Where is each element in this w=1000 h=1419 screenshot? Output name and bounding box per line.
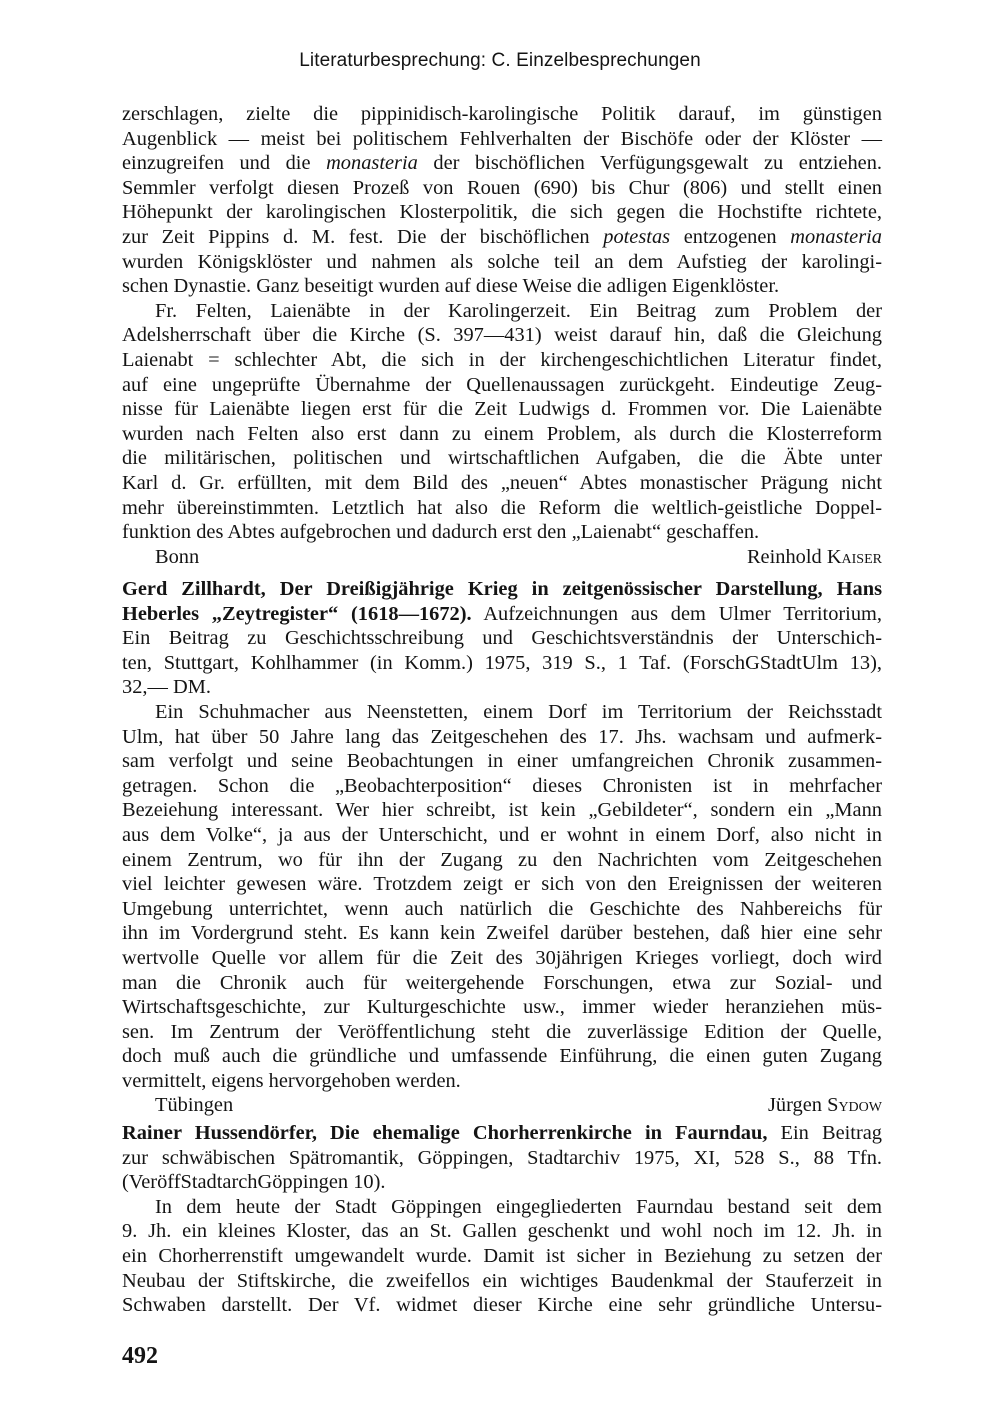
body-line: Schwaben darstellt. Der Vf. widmet dieser Kirche eine sehr gründliche Untersu- — [122, 1294, 882, 1317]
body-line: Adelsherrschaft über die Kirche (S. 397—431) weist darauf hin, daß die Gleichung — [122, 324, 882, 347]
body-line: ein Chorherrenstift umgewandelt wurde. Damit ist sicher in Beziehung zu setzen der — [122, 1244, 882, 1267]
body-line: wurden Königsklöster und nahmen als solche teil an dem Aufstieg der karolingi- — [122, 250, 882, 273]
body-line: sam verfolgt und seine Beobachtungen in einer umfangreichen Chronik zusammen- — [122, 750, 882, 773]
body-line: schen Dynastie. Ganz beseitigt wurden auf diese Weise die adligen Eigenklöster. — [122, 275, 780, 298]
body-line: einem Zentrum, wo für ihn der Zugang zu den Nachrichten vom Zeitgeschehen — [122, 848, 882, 871]
body-line: funktion des Abtes aufgebrochen und dadurch erst den „Laienabt“ geschaffen. — [122, 521, 760, 544]
body-line: Ulm, hat über 50 Jahre lang das Zeitgeschehen des 17. Jhs. wachsam und aufmerk- — [122, 725, 882, 748]
review-heading-line: zur schwäbischen Spätromantik, Göppingen, Stadtarchiv 1975, XI, 528 S., 88 Tfn. — [122, 1146, 882, 1169]
review-heading-line: Rainer Hussendörfer, Die ehemalige Chorherrenkirche in Faurndau, Ein Beitrag — [122, 1122, 882, 1144]
body-line: aus dem Volke“, ja aus der Unterschicht, und er wohnt in einem Dorf, also nicht in — [122, 823, 882, 846]
review-heading-line: Heberles „Zeytregister“ (1618—1672). Aufzeichnungen aus dem Ulmer Territorium, — [122, 602, 883, 625]
body-line: wertvolle Quelle vor allem für die Zeit des 30jährigen Krieges vorliegt, doch wird — [122, 946, 882, 969]
review-3 — [122, 1121, 882, 1318]
body-line: viel leichter gewesen wäre. Trotzdem zeigt er sich von den Ereignissen der weiteren — [122, 873, 882, 896]
review-heading-line: ten, Stuttgart, Kohlhammer (in Komm.) 1975, 319 S., 1 Taf. (ForschGStadtUlm 13), — [122, 651, 882, 674]
body-line: Fr. Felten, Laienäbte in der Karolingerzeit. Ein Beitrag zum Problem der — [155, 299, 882, 322]
signature-place: Bonn — [155, 545, 200, 568]
body-line: ihn im Vordergrund steht. Es kann kein Zweifel darüber bestehen, daß hier eine sehr — [122, 922, 882, 945]
body-line: man die Chronik auch für weitergehende Forschungen, etwa zur Sozial- und — [122, 971, 882, 994]
body-line: einzugreifen und die monasteria der bischöflichen Verfügungsgewalt zu entziehen. — [122, 152, 882, 175]
body-line: Bezeiehung interessant. Wer hier schreibt, ist kein „Gebildeter“, sondern ein „Mann — [122, 799, 882, 822]
body-line: mehr übereinstimmten. Letztlich hat also die Reform die weltlich-geistliche Doppel- — [122, 496, 882, 519]
review-heading-line: (VeröffStadtarchGöppingen 10). — [122, 1171, 386, 1194]
signature-reviewer: Jürgen Sydow — [768, 1094, 882, 1117]
body-line: Höhepunkt der karolingischen Klosterpolitik, die sich gegen die Hochstifte richtete, — [122, 201, 882, 224]
body-line: wurden nach Felten also erst dann zu einem Problem, als durch die Klosterreform — [122, 422, 882, 445]
review-2 — [122, 577, 882, 1118]
review-heading-line: Ein Beitrag zu Geschichtsschreibung und Geschichtsverständnis der Unterschich- — [122, 627, 882, 650]
body-line: In dem heute der Stadt Göppingen eingegliederten Faurndau bestand seit dem — [155, 1195, 882, 1218]
body-line: zur Zeit Pippins d. M. fest. Die der bischöflichen potestas entzogenen monasteria — [122, 225, 882, 248]
body-line: Laienabt = schlechter Abt, die sich in der kirchengeschichtlichen Literatur findet, — [122, 348, 882, 371]
body-line: Semmler verfolgt diesen Prozeß von Rouen (690) bis Chur (806) und stellt einen — [122, 176, 882, 199]
body-line: vermittelt, eigens hervorgehoben werden. — [122, 1069, 461, 1092]
body-line: Karl d. Gr. erfüllten, mit dem Bild des „neuen“ Abtes monastischer Prägung nicht — [122, 471, 882, 494]
body-line: auf eine ungeprüfte Übernahme der Quellenaussagen zurückgeht. Eindeutige Zeug- — [122, 373, 882, 396]
review-1-signature — [122, 545, 882, 570]
body-line: nisse für Laienäbte liegen erst für die Zeit Ludwigs d. Frommen vor. Die Laienäbte — [122, 398, 882, 421]
body-line: getragen. Schon die „Beobachterposition“ dieses Chronisten ist in mehrfacher — [122, 774, 882, 797]
running-head: Literaturbesprechung: C. Einzelbesprechungen — [299, 50, 701, 71]
body-line: die militärischen, politischen und wirtschaftlichen Aufgaben, die die Äbte unter — [122, 447, 882, 470]
review-heading-line: 32,— DM. — [122, 676, 211, 699]
body-line: Ein Schuhmacher aus Neenstetten, einem Dorf im Territorium der Reichsstadt — [155, 700, 882, 723]
body-line: Neubau der Stiftskirche, die zweifellos ein wichtiges Baudenkmal der Stauferzeit in — [122, 1269, 882, 1292]
review-2-signature — [122, 1093, 882, 1118]
signature-place: Tübingen — [155, 1094, 234, 1117]
body-line: Wirtschaftsgeschichte, zur Kulturgeschichte usw., immer wieder heranziehen müs- — [122, 996, 882, 1019]
body-line: zerschlagen, zielte die pippinidisch-karolingische Politik darauf, im günstigen — [122, 103, 882, 125]
review-heading-line: Gerd Zillhardt, Der Dreißigjährige Krieg in zeitgenössischer Darstellung, Hans — [122, 578, 882, 600]
page-number: 492 — [122, 1343, 158, 1369]
body-line: sen. Im Zentrum der Veröffentlichung steht die zuverlässige Edition der Quelle, — [122, 1020, 882, 1043]
body-line: 9. Jh. ein kleines Kloster, das an St. Gallen geschenkt und wohl noch im 12. Jh. in — [122, 1220, 882, 1243]
body-line: Augenblick — meist bei politischem Fehlverhalten der Bischöfe oder der Klöster — — [122, 127, 882, 150]
signature-reviewer: Reinhold Kaiser — [746, 545, 882, 568]
review-1-body — [122, 102, 882, 569]
body-line: Umgebung unterrichtet, wenn auch natürlich die Geschichte des Nahbereichs für — [122, 897, 882, 920]
body-line: doch muß auch die gründliche und umfassende Einführung, die einen guten Zugang — [122, 1045, 882, 1068]
